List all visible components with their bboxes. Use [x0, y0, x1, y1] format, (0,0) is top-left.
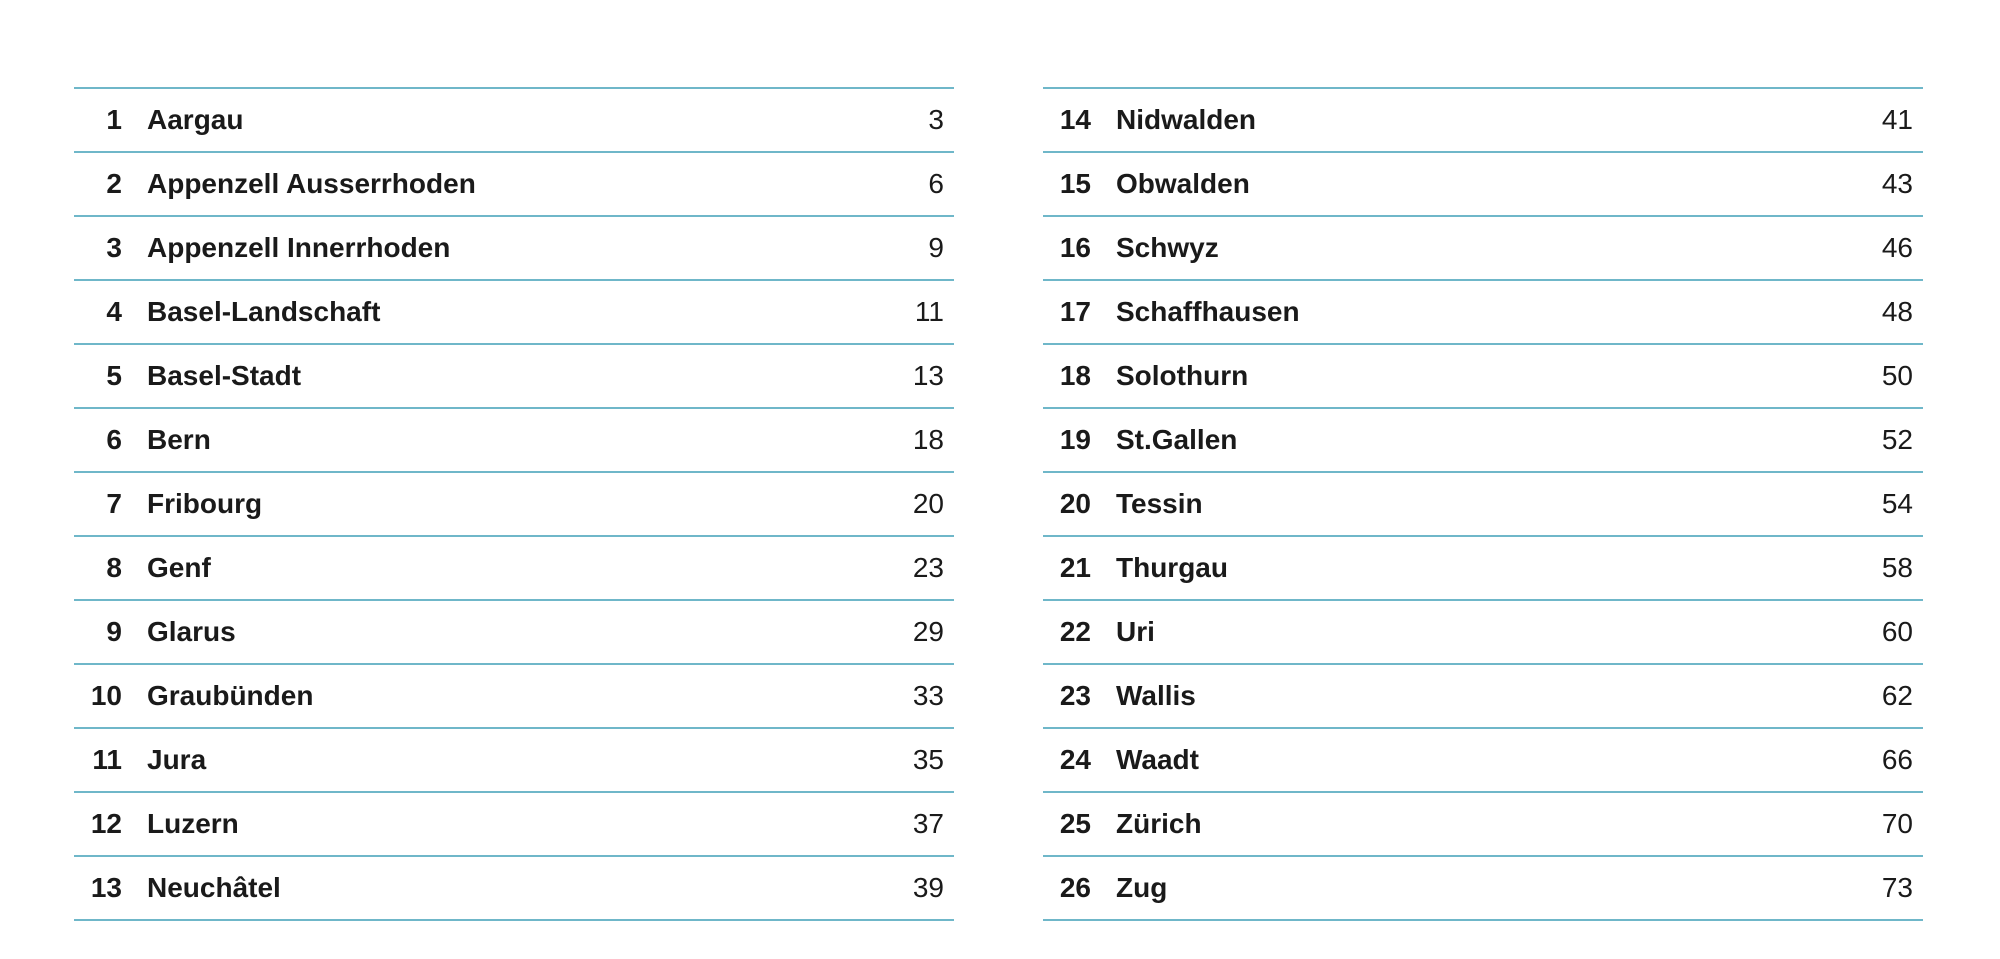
toc-entry-title: Jura [147, 744, 207, 775]
toc-entry-title: Appenzell Innerrhoden [147, 232, 451, 263]
toc-entry-title: Nidwalden [1116, 104, 1257, 135]
toc-entry-number: 18 [1059, 360, 1091, 391]
toc-entry-title: Thurgau [1116, 552, 1228, 583]
toc-entry-number: 15 [1059, 168, 1091, 199]
toc-entry-number: 14 [1059, 104, 1091, 135]
toc-entry[interactable] [1043, 537, 1923, 601]
toc-entry-number: 22 [1059, 616, 1091, 647]
toc-entry[interactable] [74, 665, 954, 729]
toc-entry-page-number: 3 [928, 104, 944, 135]
toc-entry-number: 17 [1059, 296, 1091, 327]
toc-entry-number: 11 [92, 744, 122, 775]
toc-entry-page-number: 23 [912, 552, 944, 583]
toc-entry-title: Tessin [1116, 488, 1203, 519]
toc-entry-title: Graubünden [147, 680, 314, 711]
toc-entry-title: Bern [147, 424, 211, 455]
toc-entry[interactable] [1043, 89, 1923, 153]
toc-entry-page-number: 13 [912, 360, 944, 391]
toc-entry[interactable] [1043, 473, 1923, 537]
toc-entry[interactable] [74, 345, 954, 409]
toc-entry[interactable] [1043, 409, 1923, 473]
toc-entry-title: Appenzell Ausserrhoden [147, 168, 476, 199]
toc-entry-title: Wallis [1116, 680, 1196, 711]
toc-entry-page-number: 9 [928, 232, 944, 263]
toc-entry[interactable] [74, 537, 954, 601]
toc-column-right [1043, 87, 1923, 921]
toc-entry-page-number: 48 [1881, 296, 1913, 327]
toc-entry-number: 7 [106, 488, 122, 519]
toc-entry-title: Genf [147, 552, 211, 583]
toc-entry-number: 16 [1059, 232, 1091, 263]
toc-entry[interactable] [1043, 729, 1923, 793]
toc-entry[interactable] [74, 601, 954, 665]
toc-entry-page-number: 43 [1881, 168, 1913, 199]
toc-entry-number: 8 [106, 552, 122, 583]
toc-entry[interactable] [74, 217, 954, 281]
toc-entry[interactable] [74, 153, 954, 217]
toc-entry-number: 26 [1059, 872, 1091, 903]
toc-entry-number: 10 [90, 680, 122, 711]
toc-entry-number: 24 [1059, 744, 1091, 775]
toc-entry-page-number: 11 [914, 296, 944, 327]
toc-entry-number: 6 [106, 424, 122, 455]
toc-entry-page-number: 35 [912, 744, 944, 775]
toc-entry[interactable] [1043, 665, 1923, 729]
toc-entry-number: 19 [1059, 424, 1091, 455]
toc-entry[interactable] [74, 89, 954, 153]
toc-column-left [74, 87, 954, 921]
toc-entry-page-number: 46 [1881, 232, 1913, 263]
toc-entry-title: Solothurn [1116, 360, 1249, 391]
toc-entry-number: 13 [90, 872, 122, 903]
toc-entry-number: 25 [1059, 808, 1091, 839]
toc-entry-number: 20 [1059, 488, 1091, 519]
toc-entry-number: 12 [90, 808, 122, 839]
toc-entry-title: Zürich [1116, 808, 1202, 839]
toc-entry-title: Aargau [147, 104, 244, 135]
toc-entry-title: Schwyz [1116, 232, 1219, 263]
toc-entry-page-number: 52 [1881, 424, 1913, 455]
toc-entry-number: 9 [106, 616, 122, 647]
toc-entry-page-number: 29 [912, 616, 944, 647]
toc-entry-title: Luzern [147, 808, 239, 839]
toc-entry-number: 23 [1059, 680, 1091, 711]
toc-entry[interactable] [1043, 345, 1923, 409]
toc-entry[interactable] [74, 473, 954, 537]
toc-entry-title: Schaffhausen [1116, 296, 1300, 327]
toc-entry-page-number: 62 [1881, 680, 1913, 711]
toc-entry-title: St.Gallen [1116, 424, 1238, 455]
toc-entry-number: 21 [1059, 552, 1091, 583]
toc-entry-number: 2 [106, 168, 122, 199]
toc-entry-number: 1 [106, 104, 122, 135]
toc-entry-title: Uri [1116, 616, 1155, 647]
toc-entry-page-number: 41 [1881, 104, 1913, 135]
toc-entry-title: Obwalden [1116, 168, 1250, 199]
toc-entry[interactable] [1043, 857, 1923, 921]
toc-entry-page-number: 39 [912, 872, 944, 903]
toc-entry-page-number: 33 [912, 680, 944, 711]
toc-entry-title: Waadt [1116, 744, 1199, 775]
toc-entry-page-number: 70 [1881, 808, 1913, 839]
toc-entry-page-number: 18 [912, 424, 944, 455]
toc-entry-number: 4 [106, 296, 122, 327]
toc-entry-title: Neuchâtel [147, 872, 281, 903]
toc-entry[interactable] [74, 729, 954, 793]
toc-entry-page-number: 20 [912, 488, 944, 519]
toc-entry-page-number: 60 [1881, 616, 1913, 647]
toc-entry-number: 3 [106, 232, 122, 263]
toc-entry[interactable] [74, 793, 954, 857]
toc-entry[interactable] [1043, 281, 1923, 345]
toc-entry-title: Basel-Stadt [147, 360, 302, 391]
toc-entry-number: 5 [106, 360, 122, 391]
toc-entry[interactable] [1043, 601, 1923, 665]
toc-entry-title: Zug [1116, 872, 1168, 903]
toc-entry[interactable] [1043, 793, 1923, 857]
toc-entry-page-number: 6 [928, 168, 944, 199]
toc-entry[interactable] [74, 409, 954, 473]
toc-entry-page-number: 37 [912, 808, 944, 839]
toc-entry[interactable] [74, 857, 954, 921]
toc-entry-page-number: 58 [1881, 552, 1913, 583]
toc-entry-page-number: 54 [1881, 488, 1913, 519]
toc-entry[interactable] [74, 281, 954, 345]
toc-entry-title: Basel-Landschaft [147, 296, 381, 327]
toc-entry-title: Glarus [147, 616, 236, 647]
toc-entry-page-number: 73 [1881, 872, 1913, 903]
toc-entry-page-number: 50 [1881, 360, 1913, 391]
toc-entry[interactable] [1043, 153, 1923, 217]
toc-entry-title: Fribourg [147, 488, 263, 519]
toc-entry[interactable] [1043, 217, 1923, 281]
toc-entry-page-number: 66 [1881, 744, 1913, 775]
